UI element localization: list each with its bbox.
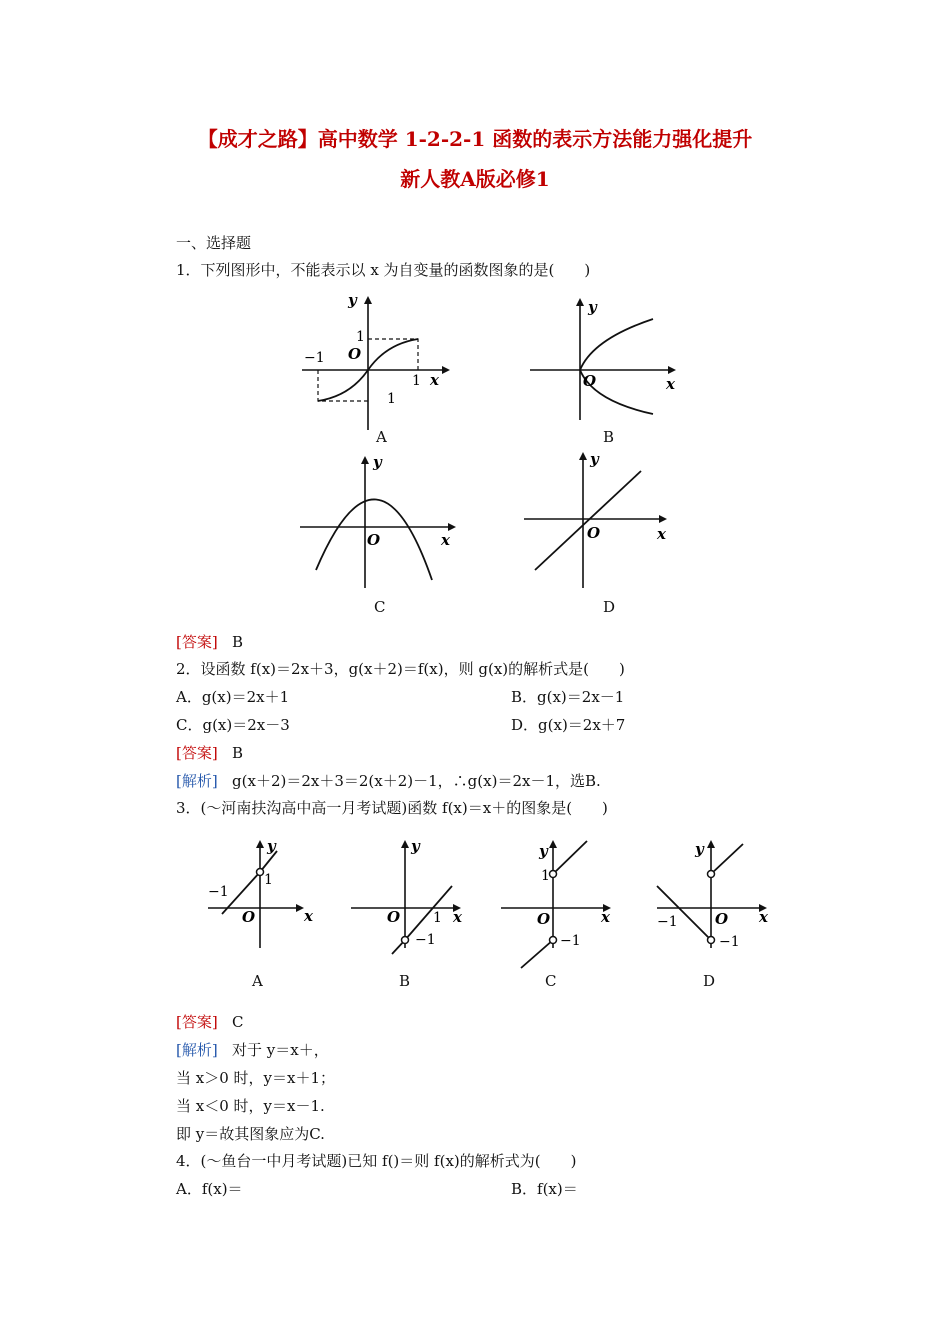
line bbox=[535, 471, 641, 570]
doc-title-line1: 【成才之路】高中数学 1-2-2-1 函数的表示方法能力强化提升 bbox=[197, 127, 753, 151]
q3-caption-b: B bbox=[399, 972, 411, 990]
q3-analysis-line-2: 当 x＞0 时，y＝x＋1； bbox=[176, 1069, 336, 1087]
q3-graph-a bbox=[204, 836, 324, 966]
q2-option-a: A．g(x)＝2x＋1 bbox=[176, 688, 290, 706]
svg-text:−1: −1 bbox=[560, 933, 581, 949]
svg-text:−1: −1 bbox=[208, 884, 229, 900]
x-label: x bbox=[430, 371, 439, 389]
svg-text:x: x bbox=[453, 908, 462, 926]
q1-graph-d bbox=[521, 450, 721, 600]
svg-text:y: y bbox=[267, 837, 276, 855]
svg-text:1: 1 bbox=[541, 868, 550, 884]
q1-text: 1．下列图形中，不能表示以 x 为自变量的函数图象的是( ) bbox=[176, 261, 591, 279]
q3-graph-c bbox=[497, 836, 627, 976]
x-label: x bbox=[441, 531, 450, 549]
origin-label: O bbox=[587, 524, 601, 542]
origin-label: O bbox=[348, 345, 362, 363]
q2-analysis bbox=[176, 770, 601, 791]
tick-neg1: −1 bbox=[304, 350, 325, 366]
q2-option-c: C．g(x)＝2x－3 bbox=[176, 716, 290, 734]
y-label: y bbox=[590, 450, 599, 468]
q3-graph-b bbox=[349, 836, 479, 966]
origin-label: O bbox=[367, 531, 381, 549]
svg-text:O: O bbox=[537, 910, 551, 928]
answer-tag: [答案] bbox=[176, 1013, 218, 1031]
svg-text:O: O bbox=[387, 908, 401, 926]
q2-answer bbox=[176, 742, 243, 763]
q1-caption-c: C bbox=[374, 598, 386, 616]
answer-value: B bbox=[232, 633, 244, 651]
q1-caption-a: A bbox=[376, 428, 387, 446]
x-label: x bbox=[657, 525, 666, 543]
q3-caption-c: C bbox=[545, 972, 557, 990]
tick-1-low: 1 bbox=[387, 391, 396, 407]
svg-text:O: O bbox=[715, 910, 729, 928]
q1-graph-b bbox=[528, 294, 728, 434]
q3-analysis-line-3: 当 x＜0 时，y＝x－1. bbox=[176, 1097, 325, 1115]
svg-text:y: y bbox=[539, 842, 548, 860]
svg-text:x: x bbox=[759, 908, 768, 926]
svg-text:x: x bbox=[304, 907, 313, 925]
svg-text:O: O bbox=[242, 908, 256, 926]
q3-answer bbox=[176, 1011, 244, 1032]
answer-tag: [答案] bbox=[176, 633, 218, 651]
q3-analysis-line-4: 即 y＝故其图象应为C. bbox=[176, 1125, 325, 1143]
svg-text:y: y bbox=[411, 837, 420, 855]
q1-caption-d: D bbox=[603, 598, 616, 616]
svg-text:1: 1 bbox=[433, 910, 442, 926]
answer-tag: [答案] bbox=[176, 744, 218, 762]
doc-title-line2: 新人教A版必修1 bbox=[400, 167, 550, 191]
tick-1-y: 1 bbox=[356, 329, 365, 345]
q3-caption-a: A bbox=[252, 972, 263, 990]
q4-text: 4．(～鱼台一中月考试题)已知 f()＝则 f(x)的解析式为( ) bbox=[176, 1152, 577, 1170]
q2-text: 2．设函数 f(x)＝2x＋3，g(x＋2)＝f(x)，则 g(x)的解析式是( ) bbox=[176, 660, 625, 678]
section-heading: 一、选择题 bbox=[176, 234, 252, 252]
y-label: y bbox=[373, 453, 382, 471]
svg-text:−1: −1 bbox=[415, 932, 436, 948]
svg-text:1: 1 bbox=[264, 872, 273, 888]
svg-text:−1: −1 bbox=[657, 914, 678, 930]
q2-option-d: D．g(x)＝2x＋7 bbox=[511, 716, 626, 734]
answer-value: C bbox=[232, 1013, 244, 1031]
q4-option-a: A．f(x)＝ bbox=[176, 1180, 243, 1198]
q1-graph-a bbox=[290, 290, 490, 450]
x-label: x bbox=[666, 375, 675, 393]
analysis-text: g(x＋2)＝2x＋3＝2(x＋2)－1，∴g(x)＝2x－1，选B. bbox=[232, 772, 601, 790]
svg-text:y: y bbox=[695, 840, 704, 858]
analysis-line-1: 对于 y＝x＋， bbox=[232, 1041, 329, 1059]
tick-1-x: 1 bbox=[412, 373, 421, 389]
q3-text: 3．(～河南扶沟高中高一月考试题)函数 f(x)＝x＋的图象是( ) bbox=[176, 799, 608, 817]
y-label: y bbox=[588, 298, 597, 316]
q4-option-b: B．f(x)＝ bbox=[511, 1180, 578, 1198]
q2-option-b: B．g(x)＝2x－1 bbox=[511, 688, 625, 706]
q3-analysis bbox=[176, 1039, 329, 1060]
analysis-tag: [解析] bbox=[176, 772, 218, 790]
curve bbox=[580, 319, 653, 414]
q1-graph-c bbox=[298, 452, 498, 592]
q1-answer bbox=[176, 631, 243, 652]
answer-value: B bbox=[232, 744, 244, 762]
svg-text:x: x bbox=[601, 908, 610, 926]
q1-caption-b: B bbox=[603, 428, 615, 446]
origin-label: O bbox=[583, 372, 597, 390]
q3-caption-d: D bbox=[703, 972, 716, 990]
q3-graph-d bbox=[655, 836, 785, 966]
svg-text:−1: −1 bbox=[719, 934, 740, 950]
analysis-tag: [解析] bbox=[176, 1041, 218, 1059]
y-label: y bbox=[348, 291, 357, 309]
